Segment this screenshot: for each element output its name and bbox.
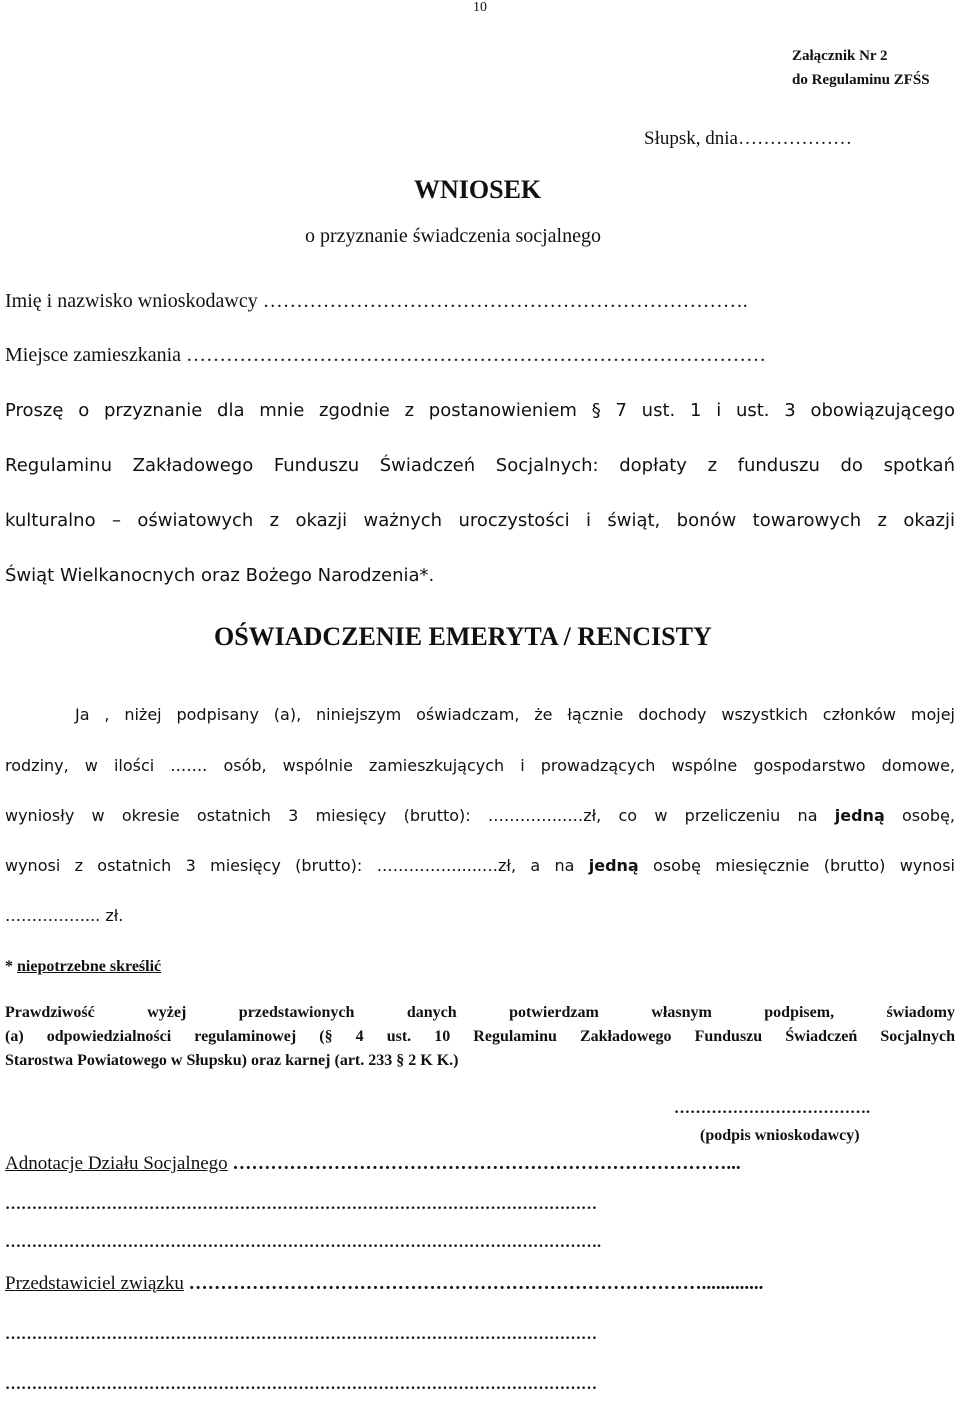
social-dept-line-1: …………………………………………………………………………………………………	[5, 1196, 597, 1213]
truth-line-2: (a) odpowiedzialności regulaminowej (§ 4 ust. 10 Regulaminu Zakładowego Funduszu Świadczeń Socjalnych	[5, 1028, 955, 1045]
declaration-title: OŚWIADCZENIE EMERYTA / RENCISTY	[214, 622, 712, 651]
attachment-regulation: do Regulaminu ZFŚS	[792, 72, 930, 88]
union-rep-dots: ……………………………………………………………………….............	[188, 1273, 764, 1294]
footnote: * niepotrzebne skreślić	[5, 958, 162, 975]
signature-label: (podpis wnioskodawcy)	[700, 1127, 860, 1144]
social-dept-row	[5, 1153, 741, 1175]
declaration-line-2: rodziny, w ilości ……. osób, wspólnie zamieszkujących i prowadzących wspólne gospodarstwo domowe,	[5, 756, 955, 775]
union-rep-line-1: …………………………………………………………………………………………………	[5, 1326, 597, 1343]
union-rep-label: Przedstawiciel związku	[5, 1273, 184, 1294]
request-line-4: Świąt Wielkanocnych oraz Bożego Narodzenia*.	[5, 565, 435, 586]
declaration-line-3: wyniosły w okresie ostatnich 3 miesięcy (brutto): …………...…zł, co w przeliczeniu na jedną osobę,	[5, 806, 956, 825]
income-total-text: wyniosły w okresie ostatnich 3 miesięcy (brutto): …………...…zł, co w przeliczeniu na	[5, 806, 835, 825]
document-subtitle: o przyznanie świadczenia socjalnego	[305, 225, 601, 247]
request-line-2: Regulaminu Zakładowego Funduszu Świadczeń Socjalnych: dopłaty z funduszu do spotkań	[5, 455, 955, 476]
social-dept-dots: ……………………………………………………………………...	[232, 1153, 741, 1174]
page-number: 10	[473, 0, 487, 15]
document-title: WNIOSEK	[414, 175, 542, 204]
applicant-name-field: Imię i nazwisko wnioskodawcy ……………………………………………………………….	[5, 290, 748, 312]
residence-field: Miejsce zamieszkania ……………………………………………………………………………	[5, 344, 767, 366]
signature-dots: ……………………………….	[674, 1100, 870, 1117]
truth-line-1: Prawdziwość wyżej przedstawionych danych potwierdzam własnym podpisem, świadomy	[5, 1004, 955, 1021]
truth-line-3: Starostwa Powiatowego w Słupsku) oraz karnej (art. 233 § 2 K K.)	[5, 1052, 459, 1069]
attachment-number: Załącznik Nr 2	[792, 48, 888, 64]
union-rep-line-2: …………………………………………………………………………………………………	[5, 1376, 597, 1393]
declaration-line-5: ……………... zł.	[5, 906, 124, 925]
union-rep-row	[5, 1273, 763, 1295]
declaration-line-1: Ja , niżej podpisany (a), niniejszym oświadczam, że łącznie dochody wszystkich członków mojej	[75, 705, 955, 724]
request-line-1: Proszę o przyznanie dla mnie zgodnie z postanowieniem § 7 ust. 1 i ust. 3 obowiązującego	[5, 400, 955, 421]
place-date: Słupsk, dnia………………	[644, 128, 852, 149]
social-dept-label: Adnotacje Działu Socjalnego	[5, 1153, 228, 1174]
social-dept-line-2: ………………………………………………………………………………………………….	[5, 1234, 601, 1251]
request-line-3: kulturalno – oświatowych z okazji ważnych uroczystości i świąt, bonów towarowych z okazji	[5, 510, 955, 531]
declaration-line-4: wynosi z ostatnich 3 miesięcy (brutto): …………….....…zł, a na jedną osobę miesięcznie (brutto) wynosi	[5, 856, 955, 875]
